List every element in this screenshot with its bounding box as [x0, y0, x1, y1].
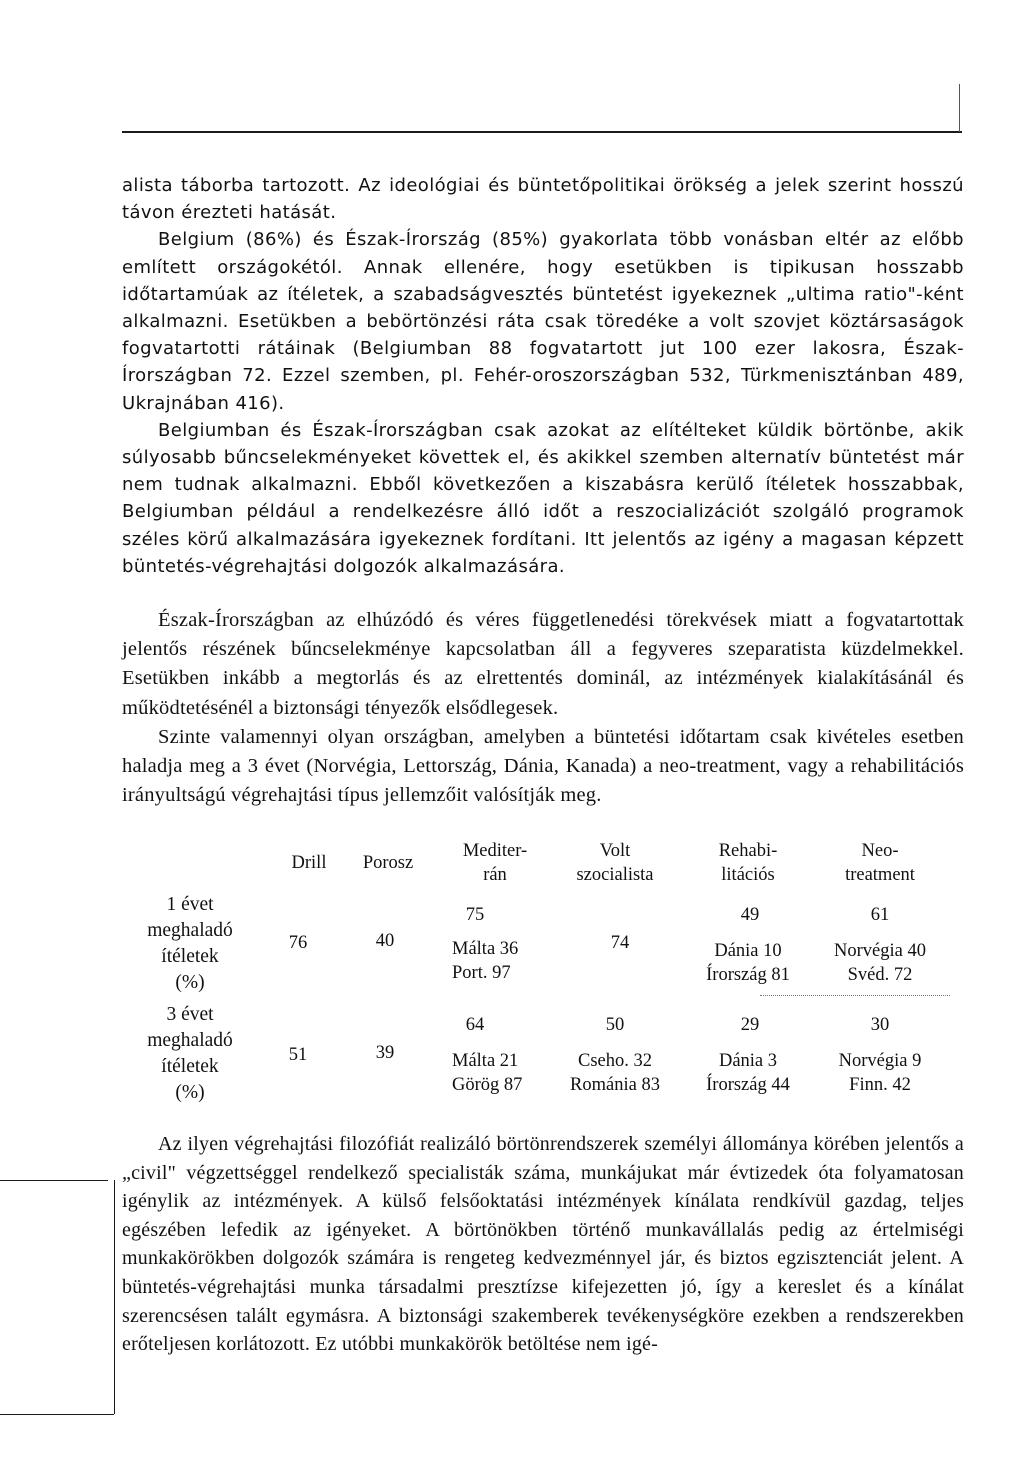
paragraph: Belgiumban és Észak-Írországban csak azokat az elítélteket küldik börtönbe, akik súlyosabb bűncselekményeket követtek el, és akikkel szemben alternatív büntetést már nem tudnak alkalmazni. Ebből következően a kiszabásra kerülő ítéletek hosszabbak, Belgiumban például a rendelkezésre álló időt a reszocializációt szolgáló programok széles körű alkalmazására igyekeznek fordítani. Itt jelentős az igény a magasan képzett büntetés-végrehajtási dolgozók alkalmazására. [122, 419, 964, 577]
row-divider [760, 995, 950, 996]
row-label: ítéletek [161, 1056, 219, 1077]
row-label: (%) [175, 1082, 205, 1103]
body-text-bottom [122, 1130, 964, 1359]
cell-rehabilitacios: Dánia 10 [714, 941, 782, 961]
header-neo-treatment: Neo- [861, 841, 899, 861]
cell-neo-treatment: Norvégia 9 [838, 1051, 922, 1071]
cell-mediterran: Port. 97 [452, 963, 511, 983]
cell-mediterran: Málta 21 [452, 1051, 519, 1071]
paragraph: alista táborba tartozott. Az ideológiai és büntetőpolitikai örökség a jelek szerint hosszú távon érezteti hatását. [122, 175, 964, 224]
margin-rule-vertical [114, 1180, 115, 1414]
cell-neo-treatment: Finn. 42 [849, 1075, 911, 1095]
paragraph: Észak-Írországban az elhúzódó és véres függetlenedési törekvések miatt a fogvatartottak jelentős részének bűncselekménye kapcsolatban áll a fegyveres szeparatista küzdelmekkel. Esetükben inkább a megtorlás és az elrettentés dominál, az intézmények kialakításánál és működtetésénél a biztonsági tényezők elsődlegesek. [122, 609, 964, 719]
row-label: (%) [175, 972, 205, 993]
row-label: 1 évet [166, 894, 214, 915]
cell-volt-szocialista: 74 [610, 933, 630, 953]
paragraph: Belgium (86%) és Észak-Írország (85%) gyakorlata több vonásban eltér az előbb említett országokétól. Annak ellenére, hogy esetükben is tipikusan hosszabb időtartamúak az ítéletek, a szabadságvesztés büntetést igyekeznek „ultima ratio"-ként alkalmazni. Esetükben a bebörtönzési ráta csak töredéke a volt szovjet köztársaságok fogvatartotti rátáinak (Belgiumban 88 fogvatartott jut 100 ezer lakosra, Észak-Írországban 72. Ezzel szemben, pl. Fehér-oroszországban 532, Türkmenisztánban 489, Ukrajnában 416). [122, 229, 964, 414]
cell-rehabilitacios: Írország 44 [706, 1075, 790, 1095]
cell-drill: 51 [288, 1045, 308, 1065]
cell-rehabilitacios: Dánia 3 [718, 1051, 778, 1071]
cell-neo-treatment: Svéd. 72 [847, 965, 913, 985]
header-mediterran: Mediter- [462, 841, 528, 861]
row-label: meghaladó [147, 1030, 233, 1051]
header-mediterran: rán [483, 865, 507, 885]
row-label: ítéletek [161, 946, 219, 967]
header-drill: Drill [291, 853, 327, 873]
body-text-middle [122, 606, 964, 810]
cell-rehabilitacios: 29 [740, 1015, 760, 1035]
header-rule-tick [959, 84, 960, 132]
header-neo-treatment: treatment [845, 865, 915, 885]
row-label: 3 évet [166, 1004, 214, 1025]
cell-mediterran: 75 [465, 905, 485, 925]
margin-rule [0, 1180, 108, 1181]
cell-mediterran: Málta 36 [452, 939, 519, 959]
cell-volt-szocialista: Cseho. 32 [578, 1051, 652, 1071]
header-porosz: Porosz [362, 853, 414, 873]
cell-porosz: 40 [375, 931, 395, 951]
cell-volt-szocialista: Románia 83 [570, 1075, 660, 1095]
cell-neo-treatment: 61 [870, 905, 890, 925]
body-text-top [122, 172, 964, 580]
cell-rehabilitacios: 49 [740, 905, 760, 925]
paragraph: Az ilyen végrehajtási filozófiát realizáló börtönrendszerek személyi állománya körében jelentős a „civil" végzettséggel rendelkező specialisták száma, munkájukat már évtizedek óta folyamatosan igénylik az intézmények. A külső felsőoktatási intézmények kínálata rendkívül gazdag, teljes egészében lefedik az igényeket. A börtönökben történő munkavállalás pedig az értelmiségi munkakörökben dolgozók számára is rengeteg kedvezménnyel jár, és biztos egzisztenciát jelent. A büntetés-végrehajtási munka társadalmi presztízse kifejezetten jó, így a kereslet és a kínálat szerencsésen talált egymásra. A biztonsági szakemberek tevékenységköre ezekben a rendszerekben erőteljesen korlátozott. Ez utóbbi munkakörök betöltése nem igé- [122, 1133, 964, 1356]
header-rule [122, 131, 962, 133]
cell-mediterran: Görög 87 [452, 1075, 523, 1095]
cell-volt-szocialista: 50 [605, 1015, 625, 1035]
cell-neo-treatment: 30 [870, 1015, 890, 1035]
paragraph: Szinte valamennyi olyan országban, amelyben a büntetési időtartam csak kivételes esetben haladja meg a 3 évet (Norvégia, Lettország, Dánia, Kanada) a neo-treatment, vagy a rehabilitációs irányultságú végrehajtási típus jellemzőit valósítják meg. [122, 725, 964, 807]
header-rehabilitacios: Rehabi- [718, 841, 778, 861]
margin-rule [0, 1414, 114, 1415]
header-volt-szocialista: szocialista [576, 865, 654, 885]
header-volt-szocialista: Volt [599, 841, 631, 861]
cell-rehabilitacios: Írország 81 [706, 965, 790, 985]
cell-mediterran: 64 [465, 1015, 485, 1035]
cell-porosz: 39 [375, 1043, 395, 1063]
header-rehabilitacios: litációs [721, 865, 775, 885]
row-label: meghaladó [147, 920, 233, 941]
cell-neo-treatment: Norvégia 40 [834, 941, 926, 961]
cell-drill: 76 [288, 933, 308, 953]
